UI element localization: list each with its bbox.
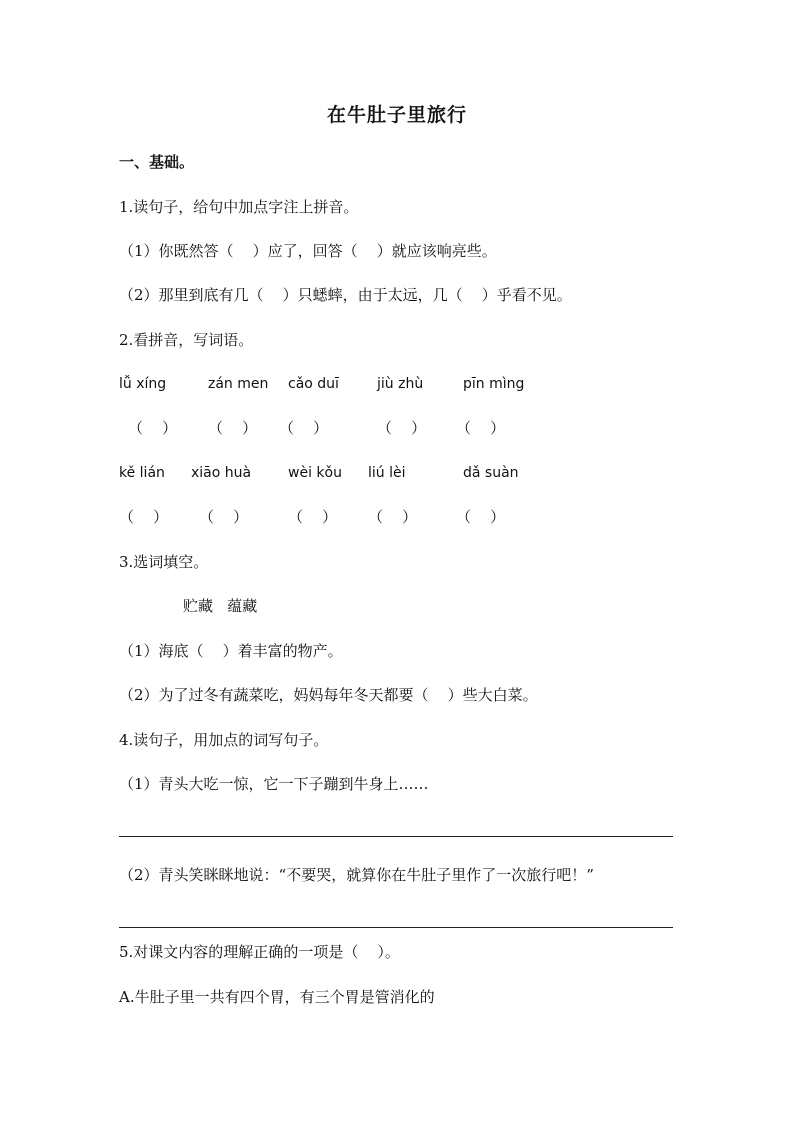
pinyin-item: dǎ suàn [463,465,519,481]
question-1-sentence-2: （2）那里到底有几（ ）只蟋蟀，由于太远，几（ ）乎看不见。 [119,286,572,304]
pinyin-item: cǎo duī [288,376,339,392]
answer-blank[interactable]: （ ） [456,419,506,437]
question-4-sentence-1: （1）青头大吃一惊，它一下子蹦到牛身上…… [119,775,429,793]
answer-line[interactable] [119,927,673,928]
answer-blank[interactable]: （ ） [279,419,329,437]
word-choices: 贮藏 蕴藏 [183,597,258,615]
answer-blank[interactable]: （ ） [199,508,249,526]
answer-blank[interactable]: （ ） [288,508,338,526]
pinyin-item: jiù zhù [377,376,424,392]
pinyin-item: xiāo huà [191,465,252,481]
answer-blank[interactable]: （ ） [368,508,418,526]
document-title: 在牛肚子里旅行 [326,104,467,126]
question-4-prompt: 4.读句子，用加点的词写句子。 [119,731,329,749]
pinyin-item: lǚ xíng [119,376,167,392]
pinyin-item: pīn mìng [463,376,525,392]
answer-blank[interactable]: （ ） [119,508,169,526]
answer-blank[interactable]: （ ） [128,419,178,437]
question-4-sentence-2: （2）青头笑眯眯地说：“不要哭，就算你在牛肚子里作了一次旅行吧！” [119,866,594,884]
question-1-prompt: 1.读句子，给句中加点字注上拼音。 [119,198,359,216]
question-1-sentence-1: （1）你既然答（ ）应了，回答（ ）就应该响亮些。 [119,242,497,260]
question-3-sentence-2: （2）为了过冬有蔬菜吃，妈妈每年冬天都要（ ）些大白菜。 [119,686,538,704]
section-heading-basics: 一、基础。 [119,153,195,171]
question-3-sentence-1: （1）海底（ ）着丰富的物产。 [119,642,343,660]
answer-blank[interactable]: （ ） [377,419,427,437]
question-3-prompt: 3.选词填空。 [119,553,209,571]
answer-blank[interactable]: （ ） [208,419,258,437]
answer-blank[interactable]: （ ） [456,508,506,526]
question-5-prompt: 5.对课文内容的理解正确的一项是（ ）。 [119,943,400,961]
answer-line[interactable] [119,836,673,837]
pinyin-item: liú lèi [368,465,406,481]
pinyin-item: kě lián [119,465,165,481]
question-2-prompt: 2.看拼音，写词语。 [119,331,254,349]
pinyin-item: wèi kǒu [288,465,342,481]
pinyin-item: zán men [208,376,269,392]
question-5-option-a: A.牛肚子里一共有四个胃，有三个胃是管消化的 [119,988,435,1006]
